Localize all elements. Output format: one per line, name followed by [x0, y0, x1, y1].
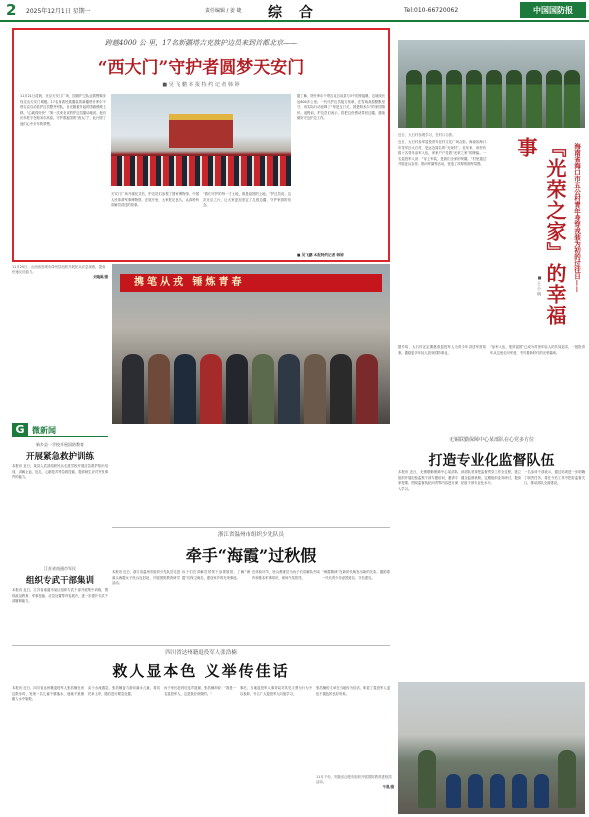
soldier-figure	[486, 70, 502, 128]
news2-body: 本报讯 近日，江苏省南通市某区组织专武干部开展集中训练，围绕政治教育、军事技能、应急处置等内容展开，进一步提升专武干部履职能力。	[12, 588, 108, 604]
person-figure	[148, 354, 170, 424]
haixia-column-4: “海霞精神”在新时代焕发出新的光彩，激励着一代代青少年爱国爱岛、守岛建岛。	[322, 570, 390, 580]
person-figure	[304, 354, 326, 424]
bottom-caption-author: 牛黑/摄	[382, 785, 394, 789]
person-figure	[330, 354, 352, 424]
editor-credit: 责任编辑 / 姜 婕	[205, 8, 242, 14]
lead-headline: “西大门”守护者圆梦天安门	[97, 58, 305, 78]
school-training-photo	[398, 682, 585, 814]
page-number: 2	[6, 1, 17, 19]
instructor-figure	[558, 750, 576, 808]
newspaper-logo: 中国国防报	[520, 2, 586, 18]
right-story-byline: ■ 王 小 明	[537, 275, 542, 296]
lead-story	[12, 28, 390, 262]
student-figure	[446, 774, 461, 808]
rescue-column-4: 事后，当地退役军人事务局对其见义勇为行为予以表彰，号召广大退役军人向他学习。	[240, 686, 312, 696]
lead-column-3: “我们守护的每一寸土地，都是祖国的土地。”护边员说。这次北京之行，让大家更加坚定了扎根边疆、守护家园的信念。	[203, 192, 291, 208]
student-figure	[512, 774, 527, 808]
person-figure	[174, 354, 196, 424]
haixia-column-1: 本报讯 近日，浙江省温州市组织少先队员走进洞头海霞女子民兵连旧址，开展国防教育研学活动。	[112, 570, 180, 586]
right-story-column-1: 近日，大石村参军退役青年在村文化广场合影。海南省海口市龙华区大石村，是远近闻名的“光荣村”。近年来，该村有数十名青年参军入伍，家家户户挂着“光荣之家”的牌匾。一名退役军人说：“穿上军装，是我们全家的荣耀。”村里通过开展征兵宣传、慰问军属等活动，营造了浓厚的拥军氛围。	[398, 140, 486, 167]
right-story-column-3: “参军入伍、报效祖国”已成为村里年轻人的共同追求，一批批青年从这里走向军营，书写着新时代的光荣篇章。	[490, 345, 585, 355]
lead-byline: ■ 吴 飞 鹏 本 报 特 约 记 者 韩 婷	[162, 82, 240, 88]
soldier-figure	[526, 70, 542, 128]
haixia-column-3: 在体验环节，民兵教练员为孩子们讲解队列动作和基本军事常识，现场气氛热烈。	[252, 570, 320, 580]
section-title: 综 合	[268, 5, 319, 21]
person-figure	[252, 354, 274, 424]
divider	[12, 645, 390, 646]
supervision-column-1: 本报讯 近日，无锡联勤保障中心某部队组织开展纪检监察干部专题培训，邀请专家授课，围绕监督执纪问责等内容进行深入学习。	[398, 470, 458, 491]
rescue-headline: 救人显本色 义举传佳话	[112, 662, 290, 680]
soldier-figure	[446, 70, 462, 128]
right-story-headline: 『光荣之家』的幸福事	[514, 137, 567, 326]
soldier-figure	[466, 70, 482, 128]
crowd-shape	[111, 156, 291, 186]
right-photo-caption: 近日，大石村参观学习，在村口合影。	[398, 133, 456, 137]
person-figure	[356, 354, 378, 424]
lead-reporter: ■ 吴飞鹏 本报特约记者 韩婷	[297, 253, 344, 257]
lead-column-2: 天安门广场升旗仪式后，护边员们参观了国家博物馆、中国人民革命军事博物馆。在展厅里，大家驻足良久，认真聆听讲解员讲述的故事。	[111, 192, 199, 208]
right-story-kicker: 海南省海口市五公村青年身穿戎装为初的过往日——	[573, 143, 581, 293]
lead-column-1: 11月21日清晨，北京天安门广场，国旗护卫队迈着铿锵步伐走出天安门城楼。17名身着民族服装的新疆塔什库尔干塔吉克自治县护边员整齐列队，目光随着升起的国旗缓缓上移。“心跳得好快！”第一次来北京的护边员激动地说。他们长年驻守在帕米尔高原，守护着祖国的“西大门”，此行圆了他们心中多年的梦想。	[20, 94, 106, 126]
right-story-headline-block	[514, 135, 584, 345]
soldier-figure	[506, 70, 522, 128]
instructor-figure	[418, 750, 436, 808]
soldier-figure	[546, 70, 562, 128]
bottom-photo-caption	[316, 775, 394, 790]
red-banner: 携笔从戎 锤炼青春	[120, 274, 382, 292]
student-figure	[534, 774, 549, 808]
rescue-column-5: 张浩楠的义举在当地传为佳话，彰显了退役军人退伍不褪色的良好形象。	[316, 686, 390, 696]
supervision-column-2: 该部队坚持把监督贯穿工作全过程，建立健全监督机制，定期组织业务研讨，提高纪检干部专业化水平。	[461, 470, 521, 486]
left-photo-caption	[12, 265, 108, 281]
lead-kicker: 跨越4000 公 里，17名新疆塔吉克族护边员来到首都北京——	[104, 39, 298, 47]
students-banner-photo	[112, 264, 390, 424]
soldier-figure	[564, 70, 580, 128]
person-figure	[278, 354, 300, 424]
haixia-column-2: 孩子们在讲解员带领下参观展馆，了解“海霞”们保卫海岛、建设家乡的光荣事迹。	[182, 570, 250, 580]
tiananmen-photo	[111, 94, 291, 186]
tel-number: Tel:010-66720062	[404, 7, 459, 14]
news2-subhead: 江苏省南通市军民	[44, 566, 76, 571]
soldiers-group-photo	[398, 40, 585, 128]
news2-headline: 组织专武干部集训	[25, 576, 94, 586]
student-figure	[490, 774, 505, 808]
person-figure	[200, 354, 222, 424]
bottom-caption-text: 11月下旬，安徽省合肥市组织开展国防教育进校园活动。	[316, 775, 392, 784]
person-figure	[226, 354, 248, 424]
haixia-headline: 牵手“海霞”过秋假	[185, 546, 317, 565]
issue-date: 2025年12月1日 星期一	[26, 8, 91, 15]
soldier-figure	[406, 70, 422, 128]
student-figure	[468, 774, 483, 808]
right-story-column-2: 据介绍，大石村还定期邀请退役军人为青少年讲述军营故事，激励更多年轻人投身国防事业。	[398, 345, 486, 355]
person-figure	[122, 354, 144, 424]
supervision-headline: 打造专业化监督队伍	[428, 453, 555, 469]
micro-news-label: 微新闻	[32, 426, 56, 435]
divider	[112, 527, 390, 528]
soldier-figure	[426, 70, 442, 128]
left-caption-text: 11月20日，山西省晋城市泽州县组织开展民兵应急演练，提高快速反应能力。	[12, 265, 106, 275]
supervision-column-3: 一名参训干部表示，通过培训进一步明确了职责任务，将在今后工作中把好监督关口，推动部队全面建设。	[524, 470, 585, 486]
left-caption-author: 刘瑞图/摄	[93, 275, 108, 280]
page-header	[0, 0, 589, 22]
micro-news-g-icon: G	[12, 423, 28, 436]
rescue-column-2: 由于水流湍急，张浩楠奋力游向落水儿童，将其托举上岸，随后进行紧急处置。	[88, 686, 160, 696]
news1-subhead: 新乡县一学校开展国防教育	[36, 442, 84, 447]
supervision-subhead: 无锡联勤保障中心某部队在心党多方位	[448, 437, 534, 443]
news1-body: 本报讯 近日，某县人武部组织民兵走进学校开展应急救护知识培训，讲解止血、包扎、心肺复苏等急救技能，提高师生应对突发事件的能力。	[12, 464, 108, 480]
haixia-subhead: 浙江省温州市组织少先队员	[217, 532, 284, 538]
lead-column-4: 据了解，塔什库尔干塔吉克自治县与3个国家接壤，边境线长达800多公里。一代代护边员接力传承，在雪域高原默默坚守，用实际行动诠释了“家是玉门关，国是帕米尔”的家国情怀。返程前，护边员们表示，将把这份感动带回边疆，继续做好守边护边工作。	[297, 94, 385, 121]
micro-news-banner	[12, 423, 108, 437]
rescue-column-1: 本报讯 近日，四川省达州籍退役军人张浩楠在河边散步时，发现一名儿童不慎落水，他毫不犹豫跳入水中施救。	[12, 686, 84, 702]
tiananmen-gate-shape	[169, 114, 233, 148]
news1-headline: 开展紧急救护训练	[25, 452, 94, 462]
rescue-subhead: 四川省达州籍退役军人张浩楠	[165, 650, 237, 656]
rescue-column-3: 孩子家长赶到后连声道谢，张浩楠却说：“我是一名退役军人，这是我应该做的。”	[164, 686, 236, 696]
